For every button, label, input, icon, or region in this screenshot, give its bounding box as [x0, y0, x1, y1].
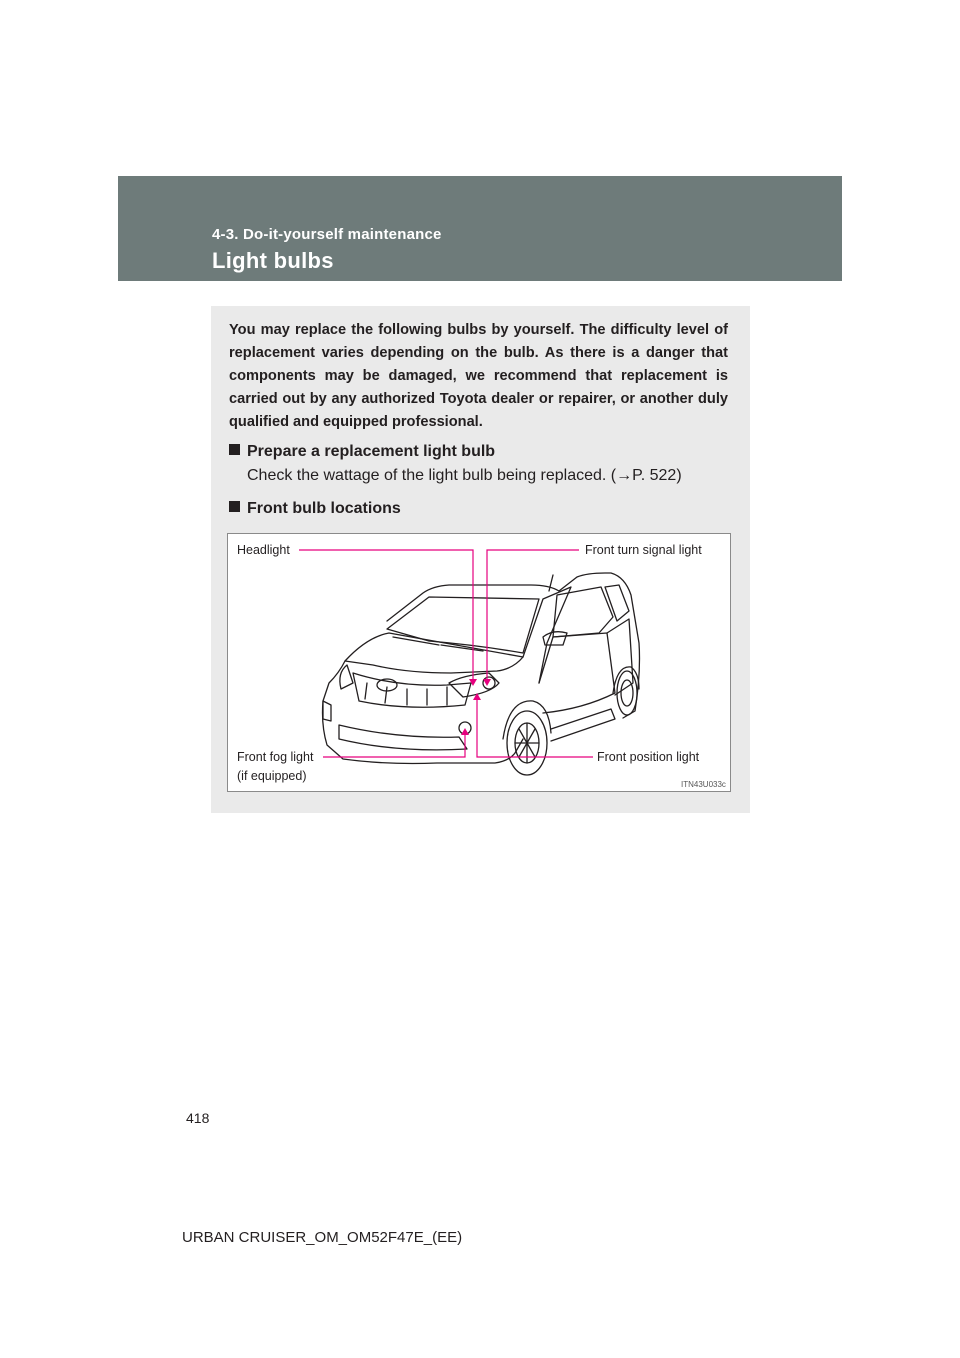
body-outline-upper: [387, 573, 640, 718]
square-bullet-icon: [229, 444, 240, 455]
prepare-bulb-body: Check the wattage of the light bulb being replaced. (→P. 522): [247, 467, 682, 484]
square-bullet-icon: [229, 501, 240, 512]
windshield: [387, 597, 539, 653]
left-fog-housing: [323, 701, 331, 721]
headlight-callout: [299, 550, 473, 679]
left-headlight: [340, 665, 353, 689]
prepare-bulb-heading: [229, 443, 495, 461]
document-code: URBAN CRUISER_OM_OM52F47E_(EE): [182, 1229, 463, 1246]
position-light-lens: [483, 677, 495, 689]
position-light-label: Front position light: [597, 750, 700, 764]
page-title: Light bulbs: [212, 248, 334, 273]
prepare-bulb-heading-text: Prepare a replacement light bulb: [247, 443, 496, 460]
rear-wheel: [617, 671, 637, 715]
fog-light-note: (if equipped): [237, 769, 307, 783]
upper-grille: [353, 673, 471, 707]
rear-door: [607, 619, 633, 695]
figure-code: ITN43U033c: [681, 780, 726, 789]
front-bulb-heading: [229, 500, 401, 518]
front-side-window: [553, 587, 613, 637]
callout-arrowheads: [461, 679, 491, 735]
hood: [345, 633, 523, 673]
headlight-cluster: [449, 673, 499, 697]
section-label: 4-3. Do-it-yourself maintenance: [212, 226, 442, 243]
intro-paragraph: You may replace the following bulbs by yourself. The difficulty level of replacement varies depending on the bulb. As there is a danger that components may be damaged, we recommend that replacement is carried out by any authorized Toyota dealer or repairer, or another duly qualified and equipped professional.: [229, 322, 728, 430]
turn-signal-callout: [487, 550, 579, 679]
side-sill: [551, 709, 615, 741]
fog-light-label: Front fog light: [237, 750, 314, 764]
page-number: 418: [186, 1110, 210, 1126]
front-bulb-heading-text: Front bulb locations: [247, 500, 401, 517]
headlight-label: Headlight: [237, 543, 290, 557]
lower-grille: [339, 725, 467, 750]
turn-signal-label: Front turn signal light: [585, 543, 702, 557]
rear-side-window: [605, 585, 629, 621]
